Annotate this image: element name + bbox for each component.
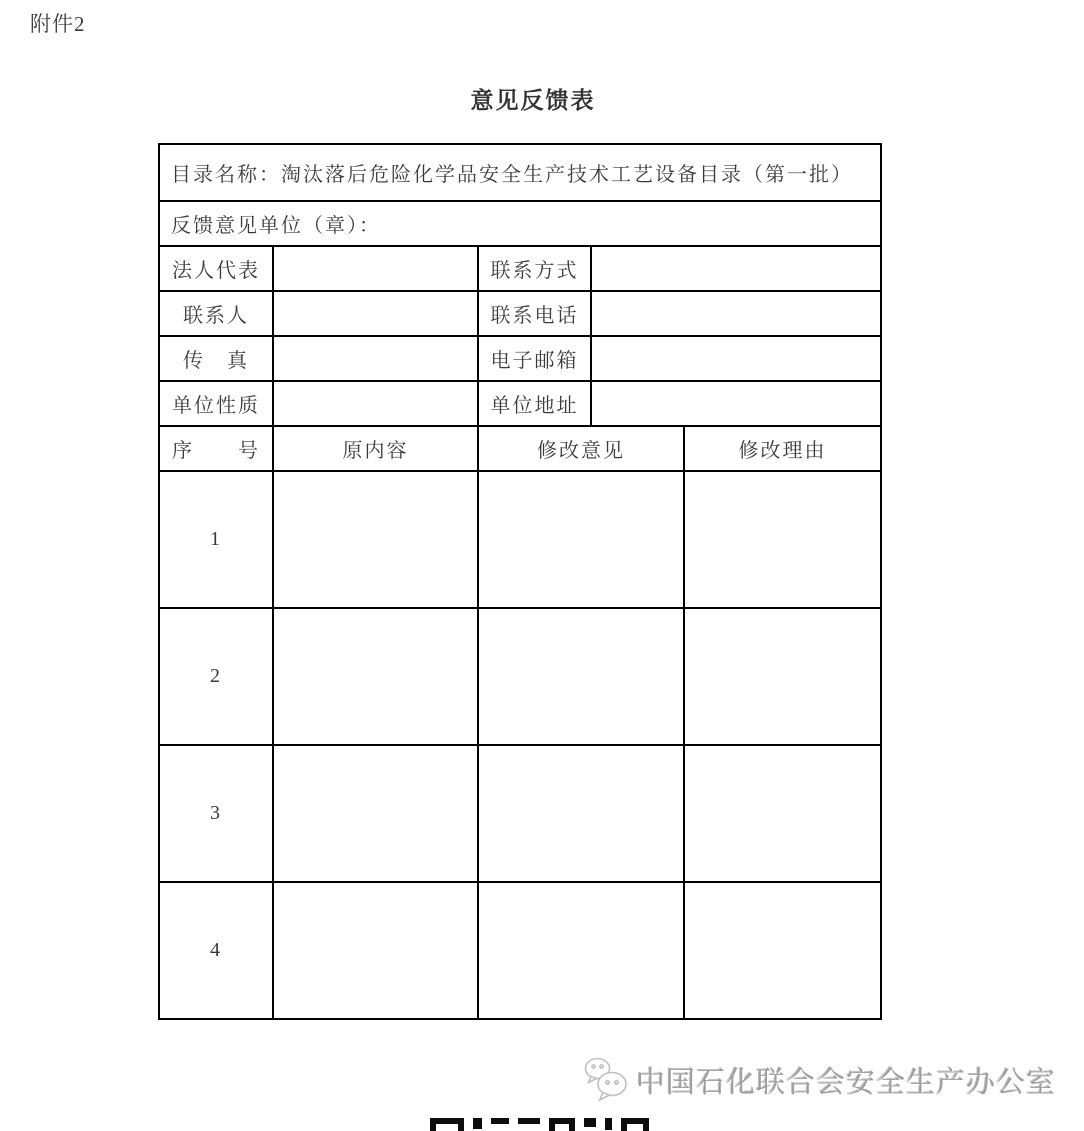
email-label: 电子邮箱 <box>478 336 591 381</box>
row-number-cell: 2 <box>159 608 273 745</box>
original-content-cell[interactable] <box>273 745 478 882</box>
contact-method-value[interactable] <box>591 246 881 291</box>
revision-suggestion-cell[interactable] <box>478 471 684 608</box>
table-row <box>159 882 881 1019</box>
contact-phone-value[interactable] <box>591 291 881 336</box>
attachment-label: 附件2 <box>30 12 86 36</box>
contact-person-value[interactable] <box>273 291 478 336</box>
catalog-name-cell: 目录名称：淘汰落后危险化学品安全生产技术工艺设备目录（第一批） <box>159 144 881 201</box>
fax-value[interactable] <box>273 336 478 381</box>
revision-suggestion-cell[interactable] <box>478 882 684 1019</box>
original-content-cell[interactable] <box>273 882 478 1019</box>
header-serial-number: 序 号 <box>159 426 273 471</box>
watermark-footer <box>583 1056 1056 1104</box>
revision-reason-cell[interactable] <box>684 882 881 1019</box>
wechat-chat-bubbles-icon <box>583 1056 629 1104</box>
row-number-cell: 3 <box>159 745 273 882</box>
revision-suggestion-cell[interactable] <box>478 745 684 882</box>
table-row <box>159 745 881 882</box>
watermark-text: 中国石化联合会安全生产办公室 <box>635 1066 1056 1099</box>
original-content-cell[interactable] <box>273 608 478 745</box>
revision-reason-cell[interactable] <box>684 745 881 882</box>
row-number-cell: 4 <box>159 882 273 1019</box>
unit-type-value[interactable] <box>273 381 478 426</box>
contact-phone-label: 联系电话 <box>478 291 591 336</box>
feedback-unit-seal-cell: 反馈意见单位（章）： <box>159 201 881 246</box>
page-title: 意见反馈表 <box>470 88 596 113</box>
header-revision-suggestion: 修改意见 <box>478 426 684 471</box>
row-number-cell: 1 <box>159 471 273 608</box>
table-row <box>159 608 881 745</box>
revision-reason-cell[interactable] <box>684 471 881 608</box>
clipped-bold-text-fragment <box>430 1118 649 1131</box>
feedback-table <box>158 143 882 1020</box>
email-value[interactable] <box>591 336 881 381</box>
contact-method-label: 联系方式 <box>478 246 591 291</box>
original-content-cell[interactable] <box>273 471 478 608</box>
unit-address-value[interactable] <box>591 381 881 426</box>
header-original-content: 原内容 <box>273 426 478 471</box>
legal-representative-label: 法人代表 <box>159 246 273 291</box>
unit-type-label: 单位性质 <box>159 381 273 426</box>
revision-suggestion-cell[interactable] <box>478 608 684 745</box>
fax-label: 传 真 <box>159 336 273 381</box>
header-revision-reason: 修改理由 <box>684 426 881 471</box>
unit-address-label: 单位地址 <box>478 381 591 426</box>
contact-person-label: 联系人 <box>159 291 273 336</box>
revision-reason-cell[interactable] <box>684 608 881 745</box>
legal-representative-value[interactable] <box>273 246 478 291</box>
table-row <box>159 471 881 608</box>
